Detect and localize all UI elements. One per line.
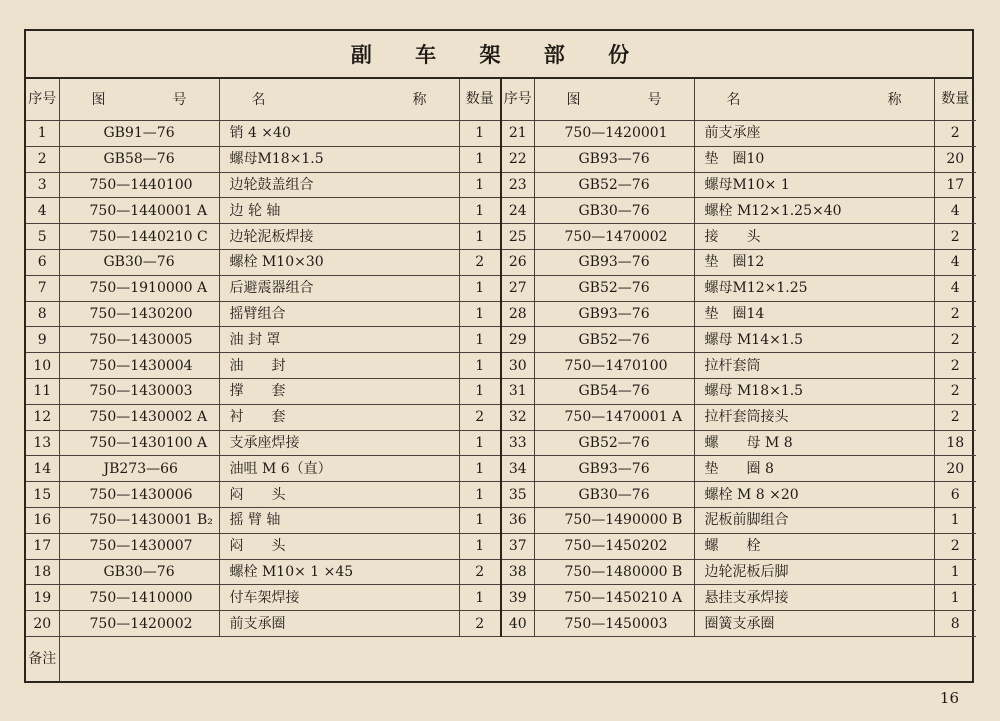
item-number: 9	[26, 327, 59, 353]
table-row	[26, 533, 976, 559]
table-row	[26, 198, 976, 224]
item-number: 28	[501, 301, 534, 327]
item-number: 10	[26, 353, 59, 379]
part-code: 750—1420002	[59, 611, 219, 637]
part-code: 750—1440001 A	[59, 198, 219, 224]
item-number: 6	[26, 249, 59, 275]
quantity: 1	[934, 585, 976, 611]
item-number: 8	[26, 301, 59, 327]
part-name: 螺栓 M10×30	[219, 249, 459, 275]
part-code: 750—1470002	[534, 224, 694, 250]
table-row	[26, 249, 976, 275]
item-number: 38	[501, 559, 534, 585]
header-name: 名 称	[219, 79, 459, 121]
part-name: 后避震器组合	[219, 275, 459, 301]
header-qty: 数量	[459, 79, 501, 121]
part-code: 750—1470100	[534, 353, 694, 379]
part-name: 闷 头	[219, 482, 459, 508]
quantity: 2	[459, 611, 501, 637]
item-number: 14	[26, 456, 59, 482]
table-row	[26, 585, 976, 611]
item-number: 23	[501, 172, 534, 198]
item-number: 24	[501, 198, 534, 224]
item-number: 2	[26, 146, 59, 172]
part-name: 螺母 M14×1.5	[694, 327, 934, 353]
table-row	[26, 224, 976, 250]
item-number: 34	[501, 456, 534, 482]
part-code: 750—1440100	[59, 172, 219, 198]
part-name: 螺 母 M 8	[694, 430, 934, 456]
item-number: 7	[26, 275, 59, 301]
item-number: 29	[501, 327, 534, 353]
quantity: 1	[459, 198, 501, 224]
table-row	[26, 353, 976, 379]
part-code: GB93—76	[534, 146, 694, 172]
quantity: 1	[459, 533, 501, 559]
quantity: 2	[934, 378, 976, 404]
table-row	[26, 327, 976, 353]
part-name: 接 头	[694, 224, 934, 250]
part-name: 螺母M12×1.25	[694, 275, 934, 301]
part-name: 圈簧支承圈	[694, 611, 934, 637]
quantity: 1	[459, 301, 501, 327]
table-row	[26, 559, 976, 585]
part-code: GB91—76	[59, 121, 219, 147]
part-code: 750—1450202	[534, 533, 694, 559]
quantity: 2	[459, 404, 501, 430]
part-code: 750—1910000 A	[59, 275, 219, 301]
part-code: 750—1450003	[534, 611, 694, 637]
table-row	[26, 275, 976, 301]
quantity: 1	[459, 172, 501, 198]
item-number: 13	[26, 430, 59, 456]
table-row	[26, 430, 976, 456]
part-name: 螺 栓	[694, 533, 934, 559]
table-row	[26, 404, 976, 430]
item-number: 18	[26, 559, 59, 585]
quantity: 2	[934, 533, 976, 559]
item-number: 19	[26, 585, 59, 611]
part-code: GB30—76	[534, 482, 694, 508]
part-name: 垫 圈12	[694, 249, 934, 275]
item-number: 35	[501, 482, 534, 508]
part-code: 750—1430006	[59, 482, 219, 508]
quantity: 1	[459, 121, 501, 147]
table-row	[26, 611, 976, 637]
header-seq: 序号	[501, 79, 534, 121]
table-row	[26, 456, 976, 482]
part-code: 750—1430200	[59, 301, 219, 327]
part-name: 悬挂支承焊接	[694, 585, 934, 611]
part-name: 油 封 罩	[219, 327, 459, 353]
quantity: 4	[934, 198, 976, 224]
part-code: 750—1430004	[59, 353, 219, 379]
part-name: 螺栓 M12×1.25×40	[694, 198, 934, 224]
item-number: 30	[501, 353, 534, 379]
quantity: 4	[934, 275, 976, 301]
item-number: 25	[501, 224, 534, 250]
item-number: 37	[501, 533, 534, 559]
item-number: 40	[501, 611, 534, 637]
part-code: 750—1440210 C	[59, 224, 219, 250]
part-code: 750—1430007	[59, 533, 219, 559]
part-code: GB52—76	[534, 327, 694, 353]
part-code: GB52—76	[534, 430, 694, 456]
part-code: GB30—76	[59, 249, 219, 275]
item-number: 5	[26, 224, 59, 250]
part-code: 750—1490000 B	[534, 507, 694, 533]
quantity: 4	[934, 249, 976, 275]
part-name: 前支承座	[694, 121, 934, 147]
item-number: 33	[501, 430, 534, 456]
remark-label: 备注	[26, 636, 59, 682]
table-row	[26, 301, 976, 327]
part-name: 衬 套	[219, 404, 459, 430]
item-number: 39	[501, 585, 534, 611]
part-name: 拉杆套筒	[694, 353, 934, 379]
item-number: 4	[26, 198, 59, 224]
quantity: 2	[459, 559, 501, 585]
part-code: GB52—76	[534, 275, 694, 301]
part-name: 摇 臂 轴	[219, 507, 459, 533]
part-name: 边轮泥板后脚	[694, 559, 934, 585]
part-name: 前支承圈	[219, 611, 459, 637]
table-row	[26, 482, 976, 508]
part-code: GB30—76	[534, 198, 694, 224]
quantity: 2	[459, 249, 501, 275]
part-name: 边 轮 轴	[219, 198, 459, 224]
part-code: 750—1470001 A	[534, 404, 694, 430]
table-row	[26, 146, 976, 172]
quantity: 1	[459, 275, 501, 301]
part-name: 螺母 M18×1.5	[694, 378, 934, 404]
part-name: 拉杆套筒接头	[694, 404, 934, 430]
page-title: 副 车 架 部 份	[26, 31, 972, 79]
quantity: 1	[459, 482, 501, 508]
item-number: 26	[501, 249, 534, 275]
part-name: 摇臂组合	[219, 301, 459, 327]
quantity: 6	[934, 482, 976, 508]
part-code: 750—1430002 A	[59, 404, 219, 430]
remark-content	[59, 636, 976, 682]
part-name: 闷 头	[219, 533, 459, 559]
item-number: 3	[26, 172, 59, 198]
quantity: 1	[459, 146, 501, 172]
item-number: 17	[26, 533, 59, 559]
part-name: 边轮鼓盖组合	[219, 172, 459, 198]
quantity: 1	[459, 353, 501, 379]
part-code: 750—1430005	[59, 327, 219, 353]
item-number: 36	[501, 507, 534, 533]
item-number: 27	[501, 275, 534, 301]
item-number: 22	[501, 146, 534, 172]
part-name: 垫 圈10	[694, 146, 934, 172]
part-code: 750—1430003	[59, 378, 219, 404]
item-number: 16	[26, 507, 59, 533]
item-number: 11	[26, 378, 59, 404]
part-name: 垫 圈14	[694, 301, 934, 327]
item-number: 12	[26, 404, 59, 430]
part-name: 边轮泥板焊接	[219, 224, 459, 250]
part-code: 750—1420001	[534, 121, 694, 147]
part-name: 支承座焊接	[219, 430, 459, 456]
quantity: 1	[934, 559, 976, 585]
quantity: 1	[934, 507, 976, 533]
item-number: 32	[501, 404, 534, 430]
part-code: GB54—76	[534, 378, 694, 404]
quantity: 2	[934, 353, 976, 379]
part-code: GB93—76	[534, 301, 694, 327]
part-name: 销 4 ×40	[219, 121, 459, 147]
table-row	[26, 121, 976, 147]
quantity: 20	[934, 456, 976, 482]
part-name: 螺母M10× 1	[694, 172, 934, 198]
table-header-row	[26, 79, 976, 121]
page-number: 16	[939, 689, 959, 707]
quantity: 1	[459, 456, 501, 482]
item-number: 31	[501, 378, 534, 404]
item-number: 21	[501, 121, 534, 147]
part-name: 撑 套	[219, 378, 459, 404]
quantity: 2	[934, 121, 976, 147]
parts-table	[26, 79, 976, 682]
quantity: 1	[459, 224, 501, 250]
quantity: 20	[934, 146, 976, 172]
quantity: 1	[459, 327, 501, 353]
part-code: 750—1430001 B₂	[59, 507, 219, 533]
part-code: 750—1410000	[59, 585, 219, 611]
item-number: 15	[26, 482, 59, 508]
header-code: 图 号	[534, 79, 694, 121]
quantity: 8	[934, 611, 976, 637]
header-qty: 数量	[934, 79, 976, 121]
part-name: 泥板前脚组合	[694, 507, 934, 533]
quantity: 2	[934, 327, 976, 353]
part-code: GB93—76	[534, 249, 694, 275]
header-seq: 序号	[26, 79, 59, 121]
part-name: 油 封	[219, 353, 459, 379]
header-name: 名 称	[694, 79, 934, 121]
table-row	[26, 507, 976, 533]
part-name: 螺栓 M 8 ×20	[694, 482, 934, 508]
table-row	[26, 378, 976, 404]
part-code: 750—1450210 A	[534, 585, 694, 611]
part-name: 油咀 M 6（直）	[219, 456, 459, 482]
quantity: 2	[934, 301, 976, 327]
header-code: 图 号	[59, 79, 219, 121]
part-code: JB273—66	[59, 456, 219, 482]
quantity: 1	[459, 507, 501, 533]
quantity: 18	[934, 430, 976, 456]
quantity: 17	[934, 172, 976, 198]
quantity: 1	[459, 585, 501, 611]
part-name: 垫 圈 8	[694, 456, 934, 482]
quantity: 1	[459, 430, 501, 456]
quantity: 1	[459, 378, 501, 404]
table-row	[26, 172, 976, 198]
part-code: 750—1480000 B	[534, 559, 694, 585]
item-number: 1	[26, 121, 59, 147]
part-code: GB30—76	[59, 559, 219, 585]
item-number: 20	[26, 611, 59, 637]
part-code: GB93—76	[534, 456, 694, 482]
part-code: GB52—76	[534, 172, 694, 198]
part-code: 750—1430100 A	[59, 430, 219, 456]
part-name: 付车架焊接	[219, 585, 459, 611]
remark-row	[26, 636, 976, 682]
quantity: 2	[934, 224, 976, 250]
part-name: 螺母M18×1.5	[219, 146, 459, 172]
parts-list-sheet	[24, 29, 974, 683]
part-code: GB58—76	[59, 146, 219, 172]
part-name: 螺栓 M10× 1 ×45	[219, 559, 459, 585]
quantity: 2	[934, 404, 976, 430]
